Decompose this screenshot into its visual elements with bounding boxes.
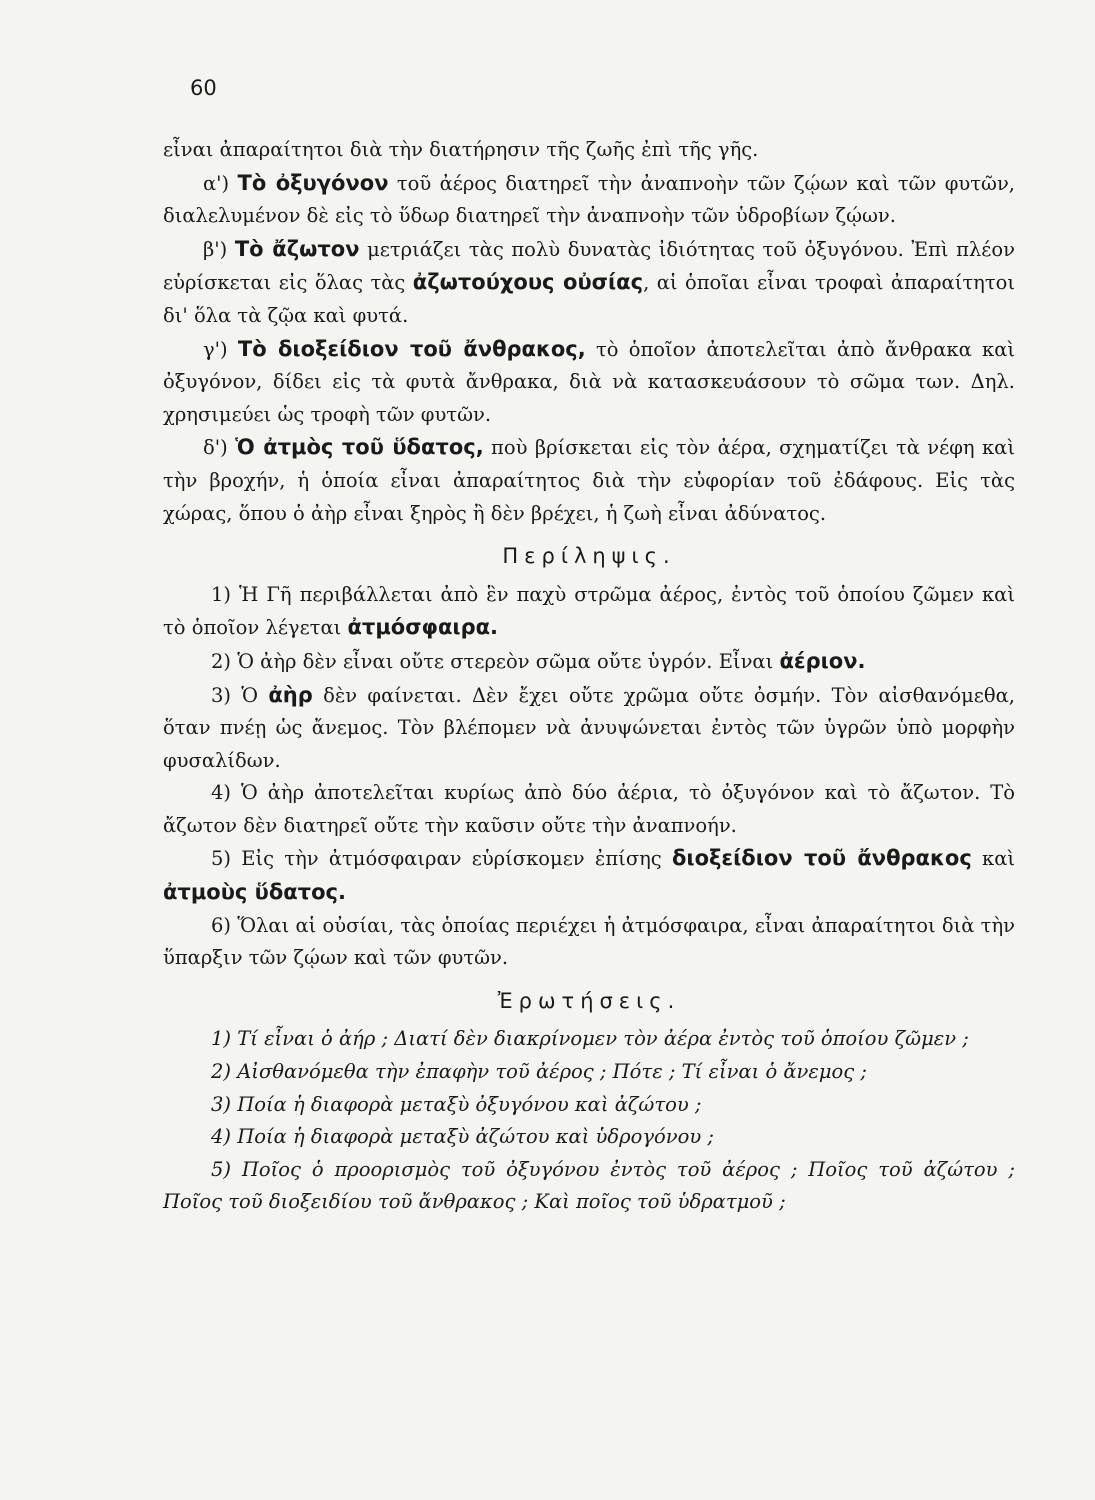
summary-heading: Περίληψις. (502, 544, 676, 569)
term-co2: Τὸ διοξείδιον τοῦ ἄνθρακος, (237, 336, 586, 361)
questions-heading: Ἐρωτήσεις. (497, 988, 681, 1013)
summary-item-4: 4) Ὁ ἀὴρ ἀποτελεῖται κυρίως ἀπὸ δύο ἀέρια, τὸ ὀξυγόνον καὶ τὸ ἄζωτον. Τὸ ἄζωτον δὲν διατηρεῖ οὔτε τὴν καῦσιν οὔτε τὴν ἀναπνοήν. (163, 781, 1015, 837)
paragraph-co2 (163, 333, 1015, 432)
summary-item-3 (163, 679, 1015, 778)
item-label: γ') (203, 337, 228, 361)
summary-text: 1) Ἡ Γῆ περιβάλλεται ἀπὸ ἓν παχὺ στρῶμα ἀέρος, ἐντὸς τοῦ ὁποίου ζῶμεν καὶ τὸ ὁποῖον λέγεται (163, 582, 1015, 640)
summary-text: 3) Ὁ (211, 683, 269, 707)
term-nitrogen: Τὸ ἄζωτον (234, 236, 360, 261)
paragraph-oxygen (163, 167, 1015, 233)
term-vapor: Ὁ ἀτμὸς τοῦ ὕδατος, (235, 435, 484, 460)
item-label: δ') (203, 436, 228, 460)
term-nitrogenous: ἀζωτούχους οὐσίας (412, 270, 644, 295)
summary-item-1 (163, 579, 1015, 645)
paragraph-text: τοῦ ἀέρος διατηρεῖ τὴν ἀναπνοὴν τῶν ζῴων καὶ τῶν φυτῶν, διαλελυμένον δὲ εἰς τὸ ὕδωρ διατηρεῖ τὴν ἀναπνοὴν τῶν ὑδροβίων ζῴων. (163, 171, 1015, 228)
item-label: α') (203, 171, 230, 195)
term-atmosphere: ἀτμόσφαιρα. (347, 615, 499, 640)
paragraph-text: ποὺ βρίσκεται εἰς τὸν ἀέρα, σχηματίζει τὰ νέφη καὶ τὴν βροχήν, ἡ ὁποία εἶναι ἀπαραίτητος διὰ τὴν εὐφορίαν τοῦ ἐδάφους. Εἰς τὰς χώρας, ὅπου ὁ ἀὴρ εἶναι ξηρὸς ἢ δὲν βρέχει, ἡ ζωὴ εἶναι ἀδύνατος. (163, 436, 1015, 525)
question-4: 4) Ποία ἡ διαφορὰ μεταξὺ ἀζώτου καὶ ὑδρογόνου ; (211, 1125, 714, 1149)
question-5: 5) Ποῖος ὁ προορισμὸς τοῦ ὀξυγόνου ἐντὸς τοῦ ἀέρος ; Ποῖος τοῦ ἀζώτου ; Ποῖος τοῦ διοξειδίου τοῦ ἄνθρακος ; Καὶ ποῖος τοῦ ὑδρατμοῦ ; (163, 1157, 1015, 1214)
item-label: β') (203, 237, 228, 261)
paragraph-nitrogen (163, 233, 1015, 333)
question-1: 1) Τί εἶναι ὁ ἀήρ ; Διατί δὲν διακρίνομεν τὸν ἀέρα ἐντὸς τοῦ ὁποίου ζῶμεν ; (211, 1027, 969, 1051)
term-co2-summary: διοξείδιον τοῦ ἄνθρακος (671, 846, 972, 871)
paragraph-intro: εἶναι ἀπαραίτητοι διὰ τὴν διατήρησιν τῆς ζωῆς ἐπὶ τῆς γῆς. (163, 138, 759, 161)
term-oxygen: Τὸ ὀξυγόνον (237, 170, 389, 195)
summary-item-6: 6) Ὅλαι αἱ οὐσίαι, τὰς ὁποίας περιέχει ἡ ἀτμόσφαιρα, εἶναι ἀπαραίτητοι διὰ τὴν ὕπαρξιν τῶν ζῴων καὶ τῶν φυτῶν. (163, 913, 1015, 970)
summary-text: 2) Ὁ ἀὴρ δὲν εἶναι οὔτε στερεὸν σῶμα οὔτε ὑγρόν. Εἶναι (211, 649, 780, 673)
summary-item-5 (163, 842, 1015, 909)
term-air: ἀὴρ (268, 682, 313, 707)
page-body (163, 134, 1015, 1219)
summary-item-2 (163, 645, 1015, 679)
term-vapors: ἀτμοὺς ὕδατος. (163, 880, 346, 905)
term-gas: ἀέριον. (779, 648, 866, 673)
page-number: 60 (190, 76, 217, 100)
question-3: 3) Ποία ἡ διαφορὰ μεταξὺ ὀξυγόνου καὶ ἀζώτου ; (211, 1092, 702, 1116)
paragraph-text: , αἱ ὁποῖαι εἶναι τροφαὶ ἀπαραίτητοι δι' ὅλα τὰ ζῷα καὶ φυτά. (163, 271, 1015, 327)
paragraph-vapor (163, 431, 1015, 530)
paragraph-text: τὸ ὁποῖον ἀποτελεῖται ἀπὸ ἄνθρακα καὶ ὀξυγόνον, δίδει εἰς τὰ φυτὰ ἄνθρακα, διὰ νὰ κατασκευάσουν τὸ σῶμα των. Δηλ. χρησιμεύει ὡς τροφὴ τῶν φυτῶν. (163, 337, 1016, 426)
summary-text: 5) Εἰς τὴν ἀτμόσφαιραν εὑρίσκομεν ἐπίσης (211, 847, 672, 871)
summary-text: δὲν φαίνεται. Δὲν ἔχει οὔτε χρῶμα οὔτε ὀσμήν. Τὸν αἰσθανόμεθα, ὅταν πνέῃ ὡς ἄνεμος. Τὸν βλέπομεν νὰ ἀνυψώνεται ἐντὸς τῶν ὑγρῶν ὑπὸ μορφὴν φυσαλίδων. (163, 683, 1015, 772)
summary-text: καὶ (971, 847, 1016, 871)
question-2: 2) Αἰσθανόμεθα τὴν ἐπαφὴν τοῦ ἀέρος ; Πότε ; Τί εἶναι ὁ ἄνεμος ; (211, 1060, 867, 1084)
paragraph-text: μετριάζει τὰς πολὺ δυνατὰς ἰδιότητας τοῦ ὀξυγόνου. Ἐπὶ πλέον εὑρίσκεται εἰς ὅλας τὰς (163, 237, 1015, 295)
